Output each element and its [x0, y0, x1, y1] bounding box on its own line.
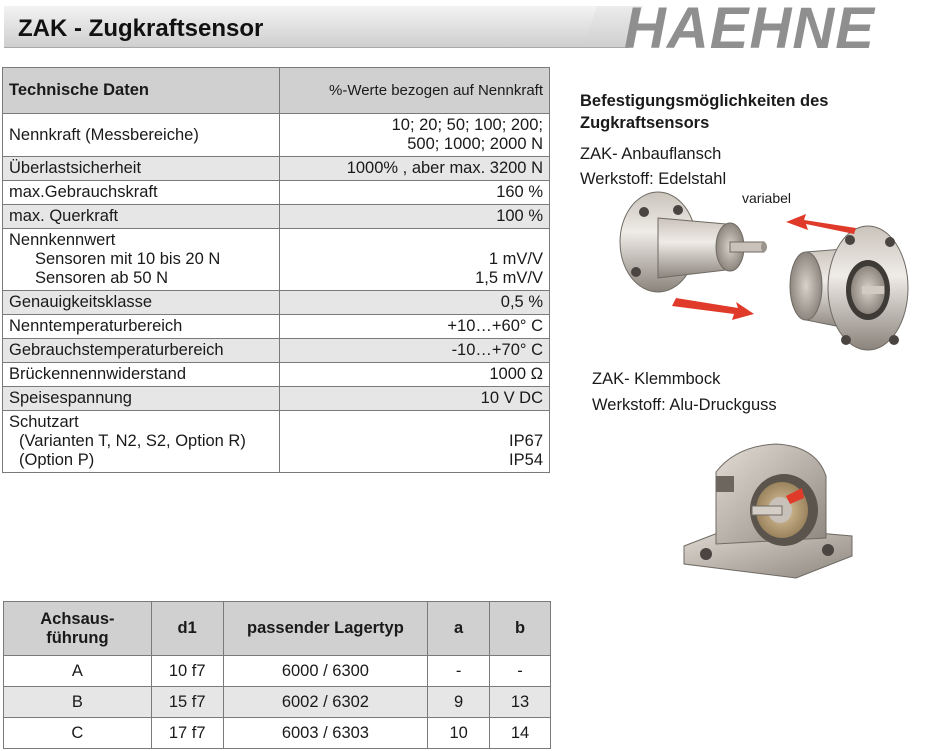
table-row — [4, 687, 551, 718]
table-cell: 15 f7 — [151, 687, 223, 718]
row-value: 160 % — [280, 181, 550, 205]
row-value — [280, 411, 550, 473]
variant1-material: Werkstoff: Edelstahl — [580, 170, 727, 188]
header-label: Technische Daten — [3, 68, 280, 114]
value-line: 10; 20; 50; 100; 200; — [391, 116, 543, 134]
row-label: Brückennennwiderstand — [3, 363, 280, 387]
row-value: 0,5 % — [280, 291, 550, 315]
table-cell: 6000 / 6300 — [223, 656, 428, 687]
table-cell: C — [4, 718, 152, 749]
row-value: 100 % — [280, 205, 550, 229]
row-label — [3, 411, 280, 473]
table-cell: A — [4, 656, 152, 687]
row-value: 1000 Ω — [280, 363, 550, 387]
table-cell: 14 — [490, 718, 551, 749]
row-subvalue: 1,5 mV/V — [475, 269, 543, 287]
header-bar — [4, 6, 608, 48]
table-row — [3, 291, 550, 315]
table-cell: B — [4, 687, 152, 718]
table-cell: 13 — [490, 687, 551, 718]
col-header-line: Achsaus- — [40, 609, 115, 628]
row-value: 10 V DC — [280, 387, 550, 411]
table-row — [3, 229, 550, 291]
row-label: Überlastsicherheit — [3, 157, 280, 181]
row-value: 1000% , aber max. 3200 N — [280, 157, 550, 181]
row-label: Gebrauchstemperaturbereich — [3, 339, 280, 363]
table-cell: 17 f7 — [151, 718, 223, 749]
table-row — [3, 339, 550, 363]
row-sublabel: Sensoren ab 50 N — [35, 269, 169, 287]
table-cell: - — [490, 656, 551, 687]
row-value: -10…+70° C — [280, 339, 550, 363]
row-label: Genauigkeitsklasse — [3, 291, 280, 315]
variabel-label: variabel — [742, 190, 792, 206]
table-row — [3, 315, 550, 339]
value-line: 500; 1000; 2000 N — [407, 135, 543, 153]
table-row — [3, 181, 550, 205]
col-header: passender Lagertyp — [223, 602, 428, 656]
col-header — [4, 602, 152, 656]
table-row — [3, 114, 550, 157]
clamp-block-photo — [676, 436, 856, 581]
variant2-name: ZAK- Klemmbock — [592, 370, 721, 388]
col-header: a — [428, 602, 490, 656]
mounting-heading-line2: Zugkraftsensors — [580, 114, 710, 132]
table-cell: 10 f7 — [151, 656, 223, 687]
row-label: max.Gebrauchskraft — [3, 181, 280, 205]
row-sublabel: (Option P) — [19, 451, 95, 469]
table-cell: 10 — [428, 718, 490, 749]
table-row — [4, 656, 551, 687]
row-subvalue: IP67 — [509, 432, 543, 450]
mounting-heading-line1: Befestigungsmöglichkeiten des — [580, 92, 829, 110]
table-row — [3, 363, 550, 387]
row-value: +10…+60° C — [280, 315, 550, 339]
row-subvalue: 1 mV/V — [488, 250, 543, 268]
table-header-row — [4, 602, 551, 656]
table-row — [3, 157, 550, 181]
table-cell: 6003 / 6303 — [223, 718, 428, 749]
table-header-row — [3, 68, 550, 114]
col-header-line: führung — [46, 628, 109, 647]
flange-sensor-photo — [606, 190, 926, 365]
row-label: Nennkraft (Messbereiche) — [3, 114, 280, 157]
table-row — [3, 387, 550, 411]
row-label-main: Schutzart — [9, 413, 79, 431]
variant1-name: ZAK- Anbauflansch — [580, 145, 722, 163]
row-value — [280, 229, 550, 291]
table-row — [3, 205, 550, 229]
table-row — [3, 411, 550, 473]
page-title: ZAK - Zugkraftsensor — [18, 15, 264, 42]
row-value — [280, 114, 550, 157]
row-sublabel: (Varianten T, N2, S2, Option R) — [19, 432, 246, 450]
table-cell: 6002 / 6302 — [223, 687, 428, 718]
row-label-main: Nennkennwert — [9, 231, 116, 249]
table-cell: - — [428, 656, 490, 687]
row-label — [3, 229, 280, 291]
variant2-material: Werkstoff: Alu-Druckguss — [592, 396, 777, 414]
row-subvalue: IP54 — [509, 451, 543, 469]
row-sublabel: Sensoren mit 10 bis 20 N — [35, 250, 221, 268]
table-cell: 9 — [428, 687, 490, 718]
haehne-logo: HAEHNE — [624, 0, 875, 61]
header-value: %-Werte bezogen auf Nennkraft — [280, 68, 550, 114]
row-label: max. Querkraft — [3, 205, 280, 229]
row-label: Nenntemperaturbereich — [3, 315, 280, 339]
technical-data-table — [2, 67, 550, 473]
axis-variant-table — [3, 601, 551, 749]
table-row — [4, 718, 551, 749]
col-header: d1 — [151, 602, 223, 656]
col-header: b — [490, 602, 551, 656]
row-label: Speisespannung — [3, 387, 280, 411]
